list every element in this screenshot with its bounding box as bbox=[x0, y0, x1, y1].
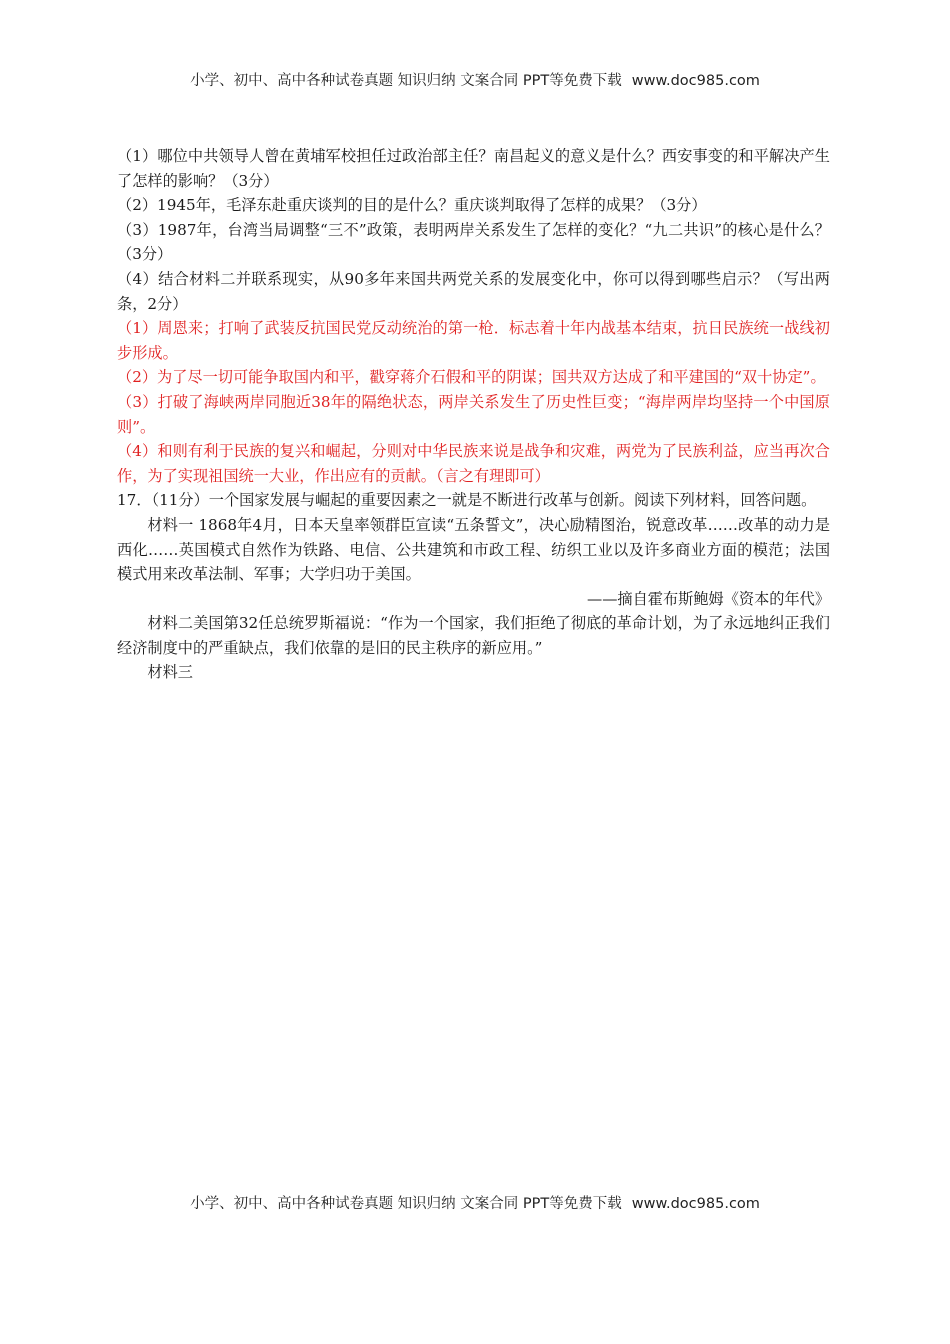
question-3: （3）1987年，台湾当局调整“三不”政策，表明两岸关系发生了怎样的变化？“九二共识”的核心是什么？（3分） bbox=[117, 220, 830, 264]
material-3-heading: 材料三 bbox=[147, 663, 193, 682]
material-1: 材料一 1868年4月，日本天皇率领群臣宣读“五条誓文”，决心励精图治，锐意改革……改革的动力是西化……英国模式自然作为铁路、电信、公共建筑和市政工程、纺织工业以及许多商业方面的模范；法国模式用来改革法制、军事；大学归功于美国。 bbox=[117, 515, 830, 584]
material-1-source: ——摘自霍布斯鲍姆《资本的年代》 bbox=[587, 589, 830, 608]
question-1: （1）哪位中共领导人曾在黄埔军校担任过政治部主任？南昌起义的意义是什么？西安事变的和平解决产生了怎样的影响？（3分） bbox=[117, 147, 830, 190]
question-2: （2）1945年，毛泽东赴重庆谈判的目的是什么？重庆谈判取得了怎样的成果？（3分） bbox=[117, 196, 707, 215]
answer-4: （4）和则有利于民族的复兴和崛起，分则对中华民族来说是战争和灾难，两党为了民族利益，应当再次合作，为了实现祖国统一大业，作出应有的贡献。（言之有理即可） bbox=[117, 442, 830, 485]
header-text: 小学、初中、高中各种试卷真题 知识归纳 文案合同 PPT等免费下载 bbox=[190, 73, 622, 89]
answer-2: （2）为了尽一切可能争取国内和平，戳穿蒋介石假和平的阴谋；国共双方达成了和平建国的“双十协定”。 bbox=[117, 368, 826, 387]
answer-1: （1）周恩来；打响了武装反抗国民党反动统治的第一枪．标志着十年内战基本结束，抗日民族统一战线初步形成。 bbox=[117, 319, 830, 362]
question-4: （4）结合材料二并联系现实，从90多年来国共两党关系的发展变化中，你可以得到哪些启示？（写出两条，2分） bbox=[117, 269, 830, 313]
footer-text: 小学、初中、高中各种试卷真题 知识归纳 文案合同 PPT等免费下载 bbox=[190, 1196, 622, 1212]
page-footer bbox=[0, 1192, 950, 1213]
document-body bbox=[117, 144, 830, 685]
header-site: www.doc985.com bbox=[631, 73, 760, 89]
material-2: 材料二美国第32任总统罗斯福说：“作为一个国家，我们拒绝了彻底的革命计划，为了永远地纠正我们经济制度中的严重缺点，我们依靠的是旧的民主秩序的新应用。” bbox=[117, 614, 830, 657]
footer-site: www.doc985.com bbox=[631, 1196, 760, 1212]
page-header bbox=[0, 69, 950, 90]
question-17-intro: 17．（11分）一个国家发展与崛起的重要因素之一就是不断进行改革与创新。阅读下列材料，回答问题。 bbox=[117, 491, 817, 510]
answer-3: （3）打破了海峡两岸同胞近38年的隔绝状态，两岸关系发生了历史性巨变；“海岸两岸均坚持一个中国原则”。 bbox=[117, 392, 830, 436]
